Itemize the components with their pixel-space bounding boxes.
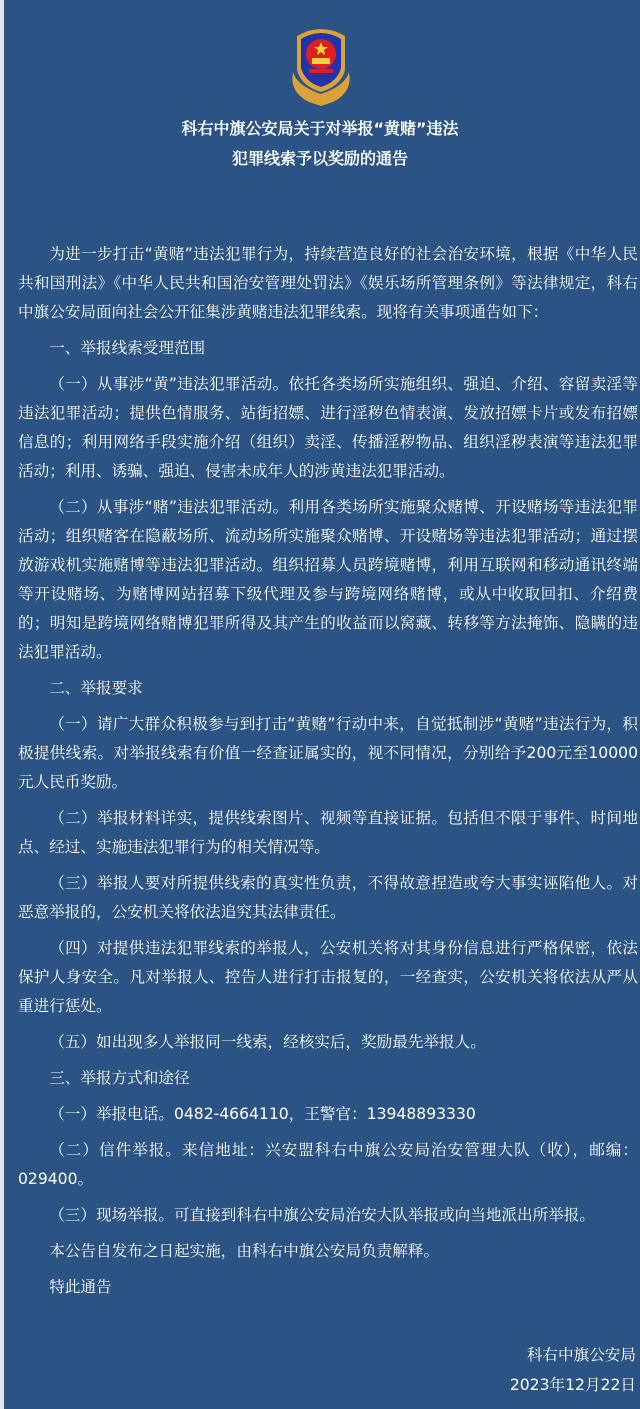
paragraph: （二）从事涉“赌”违法犯罪活动。利用各类场所实施聚众赌博、开设赌场等违法犯罪活动；组织赌客在隐蔽场所、流动场所实施聚众赌博、开设赌场等违法犯罪活动；通过摆放游戏机实施赌博等违法犯罪活动。组织招募人员跨境赌博，利用互联网和移动通讯终端等开设赌场、为赌博网站招募下级代理及参与跨境网络赌博，或从中收取回扣、介绍费的；明知是跨境网络赌博犯罪所得及其产生的收益而以窝藏、转移等方法掩饰、隐瞒的违法犯罪活动。 <box>18 498 638 661</box>
paragraph: （一）举报电话。0482-4664110，王警官：13948893330 <box>49 1105 476 1123</box>
paragraph: （二）举报材料详实，提供线索图片、视频等直接证据。包括但不限于事件、时间地点、经过、实施违法犯罪行为的相关情况等。 <box>18 809 638 856</box>
section-heading: 三、举报方式和途径 <box>49 1069 190 1087</box>
paragraph: （一）从事涉“黄”违法犯罪活动。依托各类场所实施组织、强迫、介绍、容留卖淫等违法犯罪活动；提供色情服务、站街招嫖、进行淫秽色情表演、发放招嫖卡片或发布招嫖信息的；利用网络手段实施介绍（组织）卖淫、传播淫秽物品、组织淫秽表演等违法犯罪活动；利用、诱骗、强迫、侵害未成年人的涉黄违法犯罪活动。 <box>18 375 638 480</box>
notice-title-line1: 科右中旗公安局关于对举报“黄赌”违法 <box>181 119 459 138</box>
notice-body <box>18 240 638 1309</box>
notice-title-line2: 犯罪线索予以奖励的通告 <box>231 149 408 168</box>
paragraph: （三）举报人要对所提供线索的真实性负责，不得故意捏造或夸大事实诬陷他人。对恶意举报的，公安机关将依法追究其法律责任。 <box>18 874 638 921</box>
page-edge <box>0 0 4 1409</box>
section-heading: 二、举报要求 <box>49 679 143 697</box>
paragraph: （一）请广大群众积极参与到打击“黄赌”行动中来，自觉抵制涉“黄赌”违法行为，积极提供线索。对举报线索有价值一经查证属实的，视不同情况，分别给予200元至10000元人民币奖励。 <box>18 715 638 791</box>
paragraph: （二）信件举报。来信地址：兴安盟科右中旗公安局治安管理大队（收），邮编：029400。 <box>18 1141 638 1188</box>
paragraph: 特此通告 <box>49 1278 112 1296</box>
paragraph: （四）对提供违法犯罪线索的举报人，公安机关将对其身份信息进行严格保密，依法保护人身安全。凡对举报人、控告人进行打击报复的，一经查实，公安机关将依法从严从重进行惩处。 <box>18 939 638 1015</box>
paragraph: （三）现场举报。可直接到科右中旗公安局治安大队举报或向当地派出所举报。 <box>49 1206 595 1224</box>
paragraph: 为进一步打击“黄赌”违法犯罪行为，持续营造良好的社会治安环境，根据《中华人民共和国刑法》《中华人民共和国治安管理处罚法》《娱乐场所管理条例》等法律规定，科右中旗公安局面向社会公开征集涉黄赌违法犯罪线索。现将有关事项通告如下： <box>18 245 638 321</box>
paragraph: 本公告自发布之日起实施，由科右中旗公安局负责解释。 <box>49 1242 440 1260</box>
section-heading: 一、举报线索受理范围 <box>49 339 206 357</box>
signature-org: 科右中旗公安局 <box>526 1346 636 1364</box>
police-emblem-icon <box>285 22 357 106</box>
paragraph: （五）如出现多人举报同一线索，经核实后，奖励最先举报人。 <box>49 1033 486 1051</box>
signature-date: 2023年12月22日 <box>509 1376 636 1394</box>
